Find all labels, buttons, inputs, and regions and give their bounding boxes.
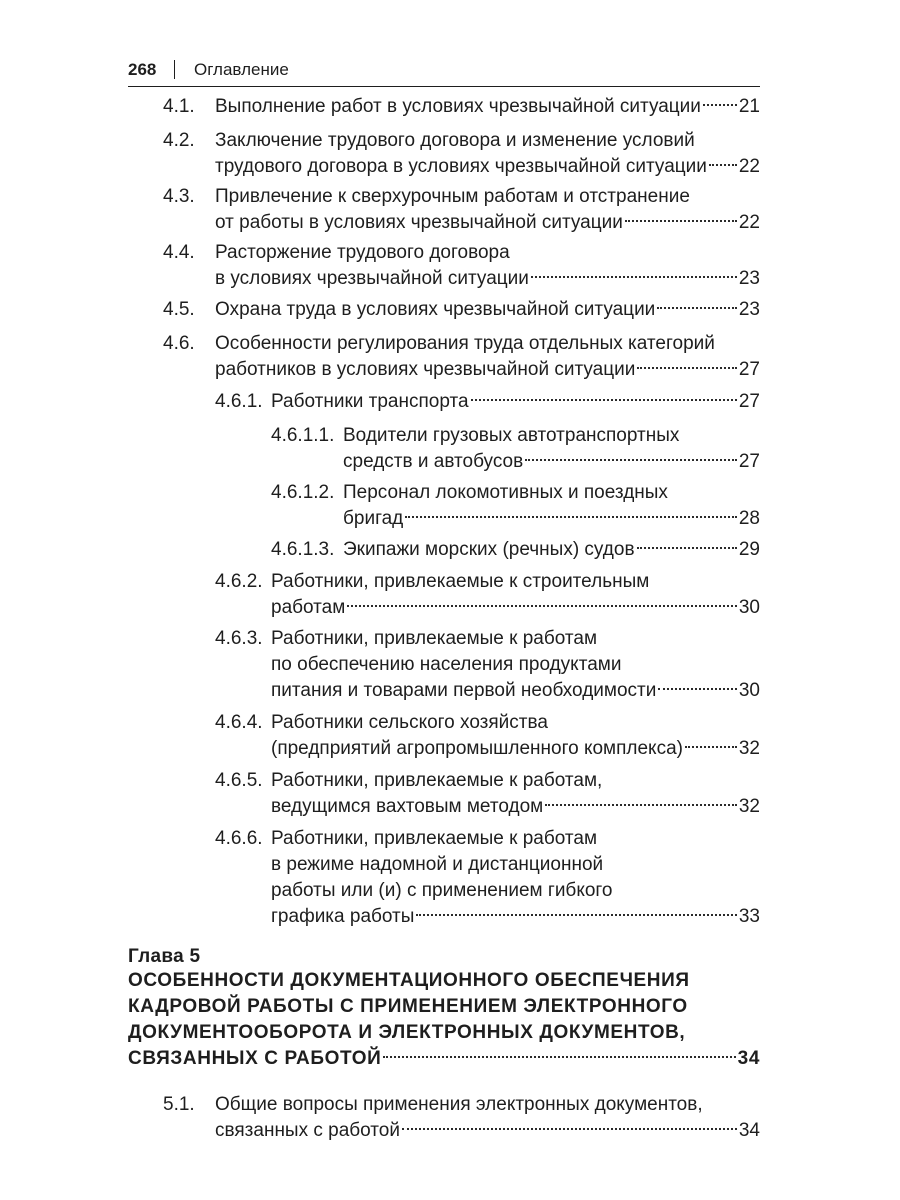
toc-entry-text: связанных с работой	[215, 1120, 400, 1141]
toc-entry-text: Водители грузовых автотранспортных	[343, 425, 680, 446]
toc-entry-text: Работники, привлекаемые к работам	[271, 828, 598, 849]
chapter-title-line: ОСОБЕННОСТИ ДОКУМЕНТАЦИОННОГО ОБЕСПЕЧЕНИЯ	[128, 970, 690, 991]
toc-entry-text: в режиме надомной и дистанционной	[271, 854, 604, 875]
toc-entry-text: в условиях чрезвычайной ситуации	[215, 268, 529, 289]
toc-entry-last-line	[215, 1118, 760, 1144]
chapter-title-last-line	[128, 1046, 760, 1072]
toc-entry-title	[215, 331, 760, 383]
toc-entry-last-line	[215, 266, 760, 292]
toc-entry-number: 4.6.5.	[215, 770, 263, 791]
running-header	[128, 58, 760, 82]
dot-leader	[531, 276, 737, 278]
toc-entry-last-line	[343, 537, 760, 563]
toc-entry-title	[215, 297, 760, 323]
toc-entry-text: Выполнение работ в условиях чрезвычайной ситуации	[215, 96, 701, 117]
toc-entry-text: Особенности регулирования труда отдельных категорий	[215, 333, 715, 354]
toc-entry-last-line	[271, 904, 760, 930]
dot-leader	[658, 688, 737, 690]
toc-entry-page: 30	[738, 597, 760, 618]
toc-entry-page: 22	[738, 212, 760, 233]
dot-leader	[545, 804, 737, 806]
toc-entry-title	[215, 94, 760, 120]
chapter-title-line: КАДРОВОЙ РАБОТЫ С ПРИМЕНЕНИЕМ ЭЛЕКТРОННОГО	[128, 996, 688, 1017]
dot-leader	[405, 516, 737, 518]
dot-leader	[383, 1056, 735, 1058]
toc-entry-number: 4.4.	[163, 242, 195, 263]
toc-entry-last-line	[343, 449, 760, 475]
toc-entry-text: питания и товарами первой необходимости	[271, 680, 657, 701]
toc-entry-number: 4.6.3.	[215, 628, 263, 649]
toc-entry-number: 4.6.1.	[215, 391, 263, 412]
toc-entry-text: работам	[271, 597, 346, 618]
dot-leader	[637, 367, 737, 369]
toc-entry-title	[271, 389, 760, 415]
dot-leader	[416, 914, 736, 916]
toc-entry-title	[215, 1092, 760, 1144]
toc-entry-text: Работники, привлекаемые к строительным	[271, 571, 650, 592]
toc-entry-page: 32	[738, 796, 760, 817]
running-title: Оглавление	[194, 60, 289, 79]
toc-entry-number: 4.3.	[163, 186, 195, 207]
dot-leader	[471, 399, 737, 401]
toc-entry-last-line	[271, 595, 760, 621]
toc-entry-text: работы или (и) с применением гибкого	[271, 880, 613, 901]
toc-entry-last-line	[271, 389, 760, 415]
toc-entry-text: Работники, привлекаемые к работам	[271, 628, 598, 649]
dot-leader	[402, 1128, 737, 1130]
toc-entry-last-line	[343, 506, 760, 532]
toc-entry-number: 4.2.	[163, 130, 195, 151]
toc-entry-number: 5.1.	[163, 1094, 195, 1115]
toc-entry-page: 23	[738, 299, 760, 320]
toc-entry-last-line	[271, 736, 760, 762]
toc-entry-page: 27	[738, 391, 760, 412]
toc-entry-title	[271, 826, 760, 930]
dot-leader	[625, 220, 737, 222]
header-separator	[174, 60, 175, 79]
toc-entry-page: 34	[738, 1120, 760, 1141]
dot-leader	[657, 307, 737, 309]
toc-entry-text: Работники сельского хозяйства	[271, 712, 548, 733]
toc-entry-text: ведущимся вахтовым методом	[271, 796, 544, 817]
toc-entry-number: 4.6.1.3.	[271, 539, 335, 560]
toc-entry-page: 22	[738, 156, 760, 177]
toc-entry-text: Привлечение к сверхурочным работам и отстранение	[215, 186, 690, 207]
toc-entry-number: 4.6.6.	[215, 828, 263, 849]
toc-entry-text: (предприятий агропромышленного комплекса)	[271, 738, 683, 759]
toc-entry-page: 29	[738, 539, 760, 560]
toc-entry-page: 21	[738, 96, 760, 117]
toc-entry-page: 33	[738, 906, 760, 927]
toc-entry-last-line	[215, 154, 760, 180]
chapter-page: 34	[737, 1048, 760, 1069]
toc-entry-text: Персонал локомотивных и поездных	[343, 482, 668, 503]
toc-entry-number: 4.1.	[163, 96, 195, 117]
toc-entry-last-line	[271, 678, 760, 704]
toc-entry-last-line	[215, 297, 760, 323]
toc-entry-page: 27	[738, 359, 760, 380]
dot-leader	[525, 459, 737, 461]
toc-entry-text: от работы в условиях чрезвычайной ситуации	[215, 212, 623, 233]
toc-entry-text: бригад	[343, 508, 404, 529]
toc-entry-title	[343, 480, 760, 532]
toc-entry-title	[271, 710, 760, 762]
toc-entry-page: 30	[738, 680, 760, 701]
toc-entry-text: Расторжение трудового договора	[215, 242, 510, 263]
toc-entry-text: трудового договора в условиях чрезвычайной ситуации	[215, 156, 707, 177]
toc-entry-number: 4.6.1.2.	[271, 482, 335, 503]
toc-entry-text: Заключение трудового договора и изменение условий	[215, 130, 695, 151]
toc-entry-title	[215, 240, 760, 292]
chapter-title-line: СВЯЗАННЫХ С РАБОТОЙ	[128, 1048, 382, 1069]
dot-leader	[703, 104, 737, 106]
dot-leader	[685, 746, 737, 748]
chapter-title	[128, 968, 760, 1072]
toc-entry-title	[271, 768, 760, 820]
dot-leader	[347, 605, 737, 607]
toc-entry-number: 4.5.	[163, 299, 195, 320]
toc-entry-text: Экипажи морских (речных) судов	[343, 539, 635, 560]
toc-entry-text: Работники транспорта	[271, 391, 469, 412]
toc-entry-text: работников в условиях чрезвычайной ситуации	[215, 359, 636, 380]
toc-entry-title	[271, 626, 760, 704]
toc-entry-title	[343, 537, 760, 563]
dot-leader	[637, 547, 737, 549]
toc-entry-last-line	[215, 210, 760, 236]
toc-entry-number: 4.6.	[163, 333, 195, 354]
dot-leader	[709, 164, 737, 166]
chapter-title-line: ДОКУМЕНТООБОРОТА И ЭЛЕКТРОННЫХ ДОКУМЕНТОВ,	[128, 1022, 686, 1043]
page-number: 268	[128, 60, 157, 79]
header-rule	[128, 86, 760, 87]
toc-entry-text: Охрана труда в условиях чрезвычайной ситуации	[215, 299, 656, 320]
toc-entry-page: 27	[738, 451, 760, 472]
toc-entry-text: средств и автобусов	[343, 451, 524, 472]
toc-entry-number: 4.6.1.1.	[271, 425, 335, 446]
toc-entry-page: 32	[738, 738, 760, 759]
chapter-label: Глава 5	[128, 946, 201, 967]
toc-entry-last-line	[271, 794, 760, 820]
toc-entry-last-line	[215, 357, 760, 383]
toc-entry-title	[215, 184, 760, 236]
toc-entry-title	[343, 423, 760, 475]
toc-entry-last-line	[215, 94, 760, 120]
toc-entry-text: Общие вопросы применения электронных документов,	[215, 1094, 703, 1115]
toc-entry-text: по обеспечению населения продуктами	[271, 654, 622, 675]
toc-entry-number: 4.6.2.	[215, 571, 263, 592]
toc-entry-text: графика работы	[271, 906, 415, 927]
toc-entry-number: 4.6.4.	[215, 712, 263, 733]
toc-entry-title	[271, 569, 760, 621]
toc-entry-text: Работники, привлекаемые к работам,	[271, 770, 603, 791]
toc-entry-page: 28	[738, 508, 760, 529]
toc-entry-title	[215, 128, 760, 180]
toc-entry-page: 23	[738, 268, 760, 289]
